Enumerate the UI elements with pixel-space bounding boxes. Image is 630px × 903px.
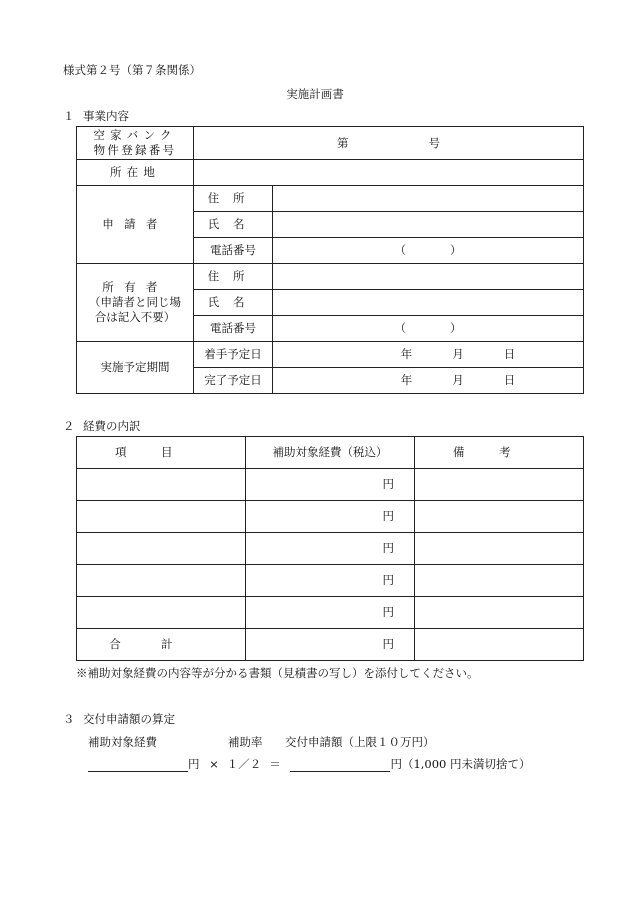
start-date-label: 着手予定日 xyxy=(194,342,273,368)
owner-phone-label: 電話番号 xyxy=(194,316,273,342)
section2-title: 経費の内訳 xyxy=(83,419,141,433)
period-label: 実施予定期間 xyxy=(77,342,194,394)
remarks-field[interactable] xyxy=(415,501,584,533)
table-row xyxy=(77,597,584,629)
section2-heading xyxy=(63,418,141,434)
location-label: 所在地 xyxy=(77,160,194,186)
document-title: 実施計画書 xyxy=(286,87,344,101)
business-content-table xyxy=(76,126,584,394)
calc-cost-blank[interactable] xyxy=(88,759,188,772)
bank-number-field[interactable]: 第 号 xyxy=(194,127,584,160)
total-row xyxy=(77,629,584,661)
item-field[interactable] xyxy=(77,597,246,629)
calc-amount-blank[interactable] xyxy=(290,759,390,772)
section1-heading xyxy=(63,108,129,124)
owner-name-field[interactable] xyxy=(273,290,584,316)
owner-phone-field[interactable]: （ ） xyxy=(273,316,584,342)
item-field[interactable] xyxy=(77,501,246,533)
applicant-phone-field[interactable]: （ ） xyxy=(273,238,584,264)
calculation-row: 円 × １／２ ＝ 円（1,000 円未満切捨て） xyxy=(88,756,531,772)
cost-field[interactable]: 円 xyxy=(246,501,415,533)
total-label: 合計 xyxy=(77,629,246,661)
total-remarks-field[interactable] xyxy=(415,629,584,661)
item-field[interactable] xyxy=(77,533,246,565)
col-item-header: 項目 xyxy=(77,437,246,469)
rate-value: １／２ xyxy=(226,757,262,771)
owner-address-label: 住所 xyxy=(194,264,273,290)
applicant-address-field[interactable] xyxy=(273,186,584,212)
attachment-note: ※補助対象経費の内容等が分かる書類（見積書の写し）を添付してください。 xyxy=(76,666,479,680)
remarks-field[interactable] xyxy=(415,597,584,629)
rounding-note: （1,000 円未満切捨て） xyxy=(401,757,531,771)
applicant-name-label: 氏名 xyxy=(194,212,273,238)
remarks-field[interactable] xyxy=(415,533,584,565)
table-row xyxy=(77,565,584,597)
cost-field[interactable]: 円 xyxy=(246,565,415,597)
end-date-field[interactable]: 年 月 日 xyxy=(273,368,584,394)
expense-table xyxy=(76,436,584,661)
col-remarks-header: 備考 xyxy=(415,437,584,469)
times-sign: × xyxy=(209,757,219,771)
calc-cost-label: 補助対象経費 xyxy=(88,735,157,749)
applicant-name-field[interactable] xyxy=(273,212,584,238)
end-date-label: 完了予定日 xyxy=(194,368,273,394)
section2-number: ２ xyxy=(63,419,75,433)
section3-number: ３ xyxy=(63,712,75,726)
table-row xyxy=(77,469,584,501)
owner-name-label: 氏名 xyxy=(194,290,273,316)
remarks-field[interactable] xyxy=(415,565,584,597)
form-number-label: 様式第２号（第７条関係） xyxy=(63,63,201,77)
col-cost-header: 補助対象経費（税込） xyxy=(246,437,415,469)
applicant-phone-label: 電話番号 xyxy=(194,238,273,264)
cost-field[interactable]: 円 xyxy=(246,597,415,629)
total-cost-field[interactable]: 円 xyxy=(246,629,415,661)
table-row xyxy=(77,533,584,565)
applicant-label: 申請者 xyxy=(77,186,194,264)
section3-heading xyxy=(63,711,175,727)
calc-rate-label: 補助率 xyxy=(228,735,263,749)
location-field[interactable] xyxy=(194,160,584,186)
section1-number: １ xyxy=(63,109,75,123)
owner-label: 所有者 （申請者と同じ場 合は記入不要） xyxy=(77,264,194,342)
remarks-field[interactable] xyxy=(415,469,584,501)
equals-sign: ＝ xyxy=(269,757,281,771)
item-field[interactable] xyxy=(77,565,246,597)
item-field[interactable] xyxy=(77,469,246,501)
bank-number-label: 空家バンク 物件登録番号 xyxy=(77,127,194,160)
section3-title: 交付申請額の算定 xyxy=(83,712,175,726)
section1-title: 事業内容 xyxy=(83,109,129,123)
cost-field[interactable]: 円 xyxy=(246,469,415,501)
applicant-address-label: 住所 xyxy=(194,186,273,212)
cost-field[interactable]: 円 xyxy=(246,533,415,565)
owner-address-field[interactable] xyxy=(273,264,584,290)
calc-amount-label: 交付申請額（上限１０万円） xyxy=(285,735,435,749)
start-date-field[interactable]: 年 月 日 xyxy=(273,342,584,368)
table-row xyxy=(77,501,584,533)
